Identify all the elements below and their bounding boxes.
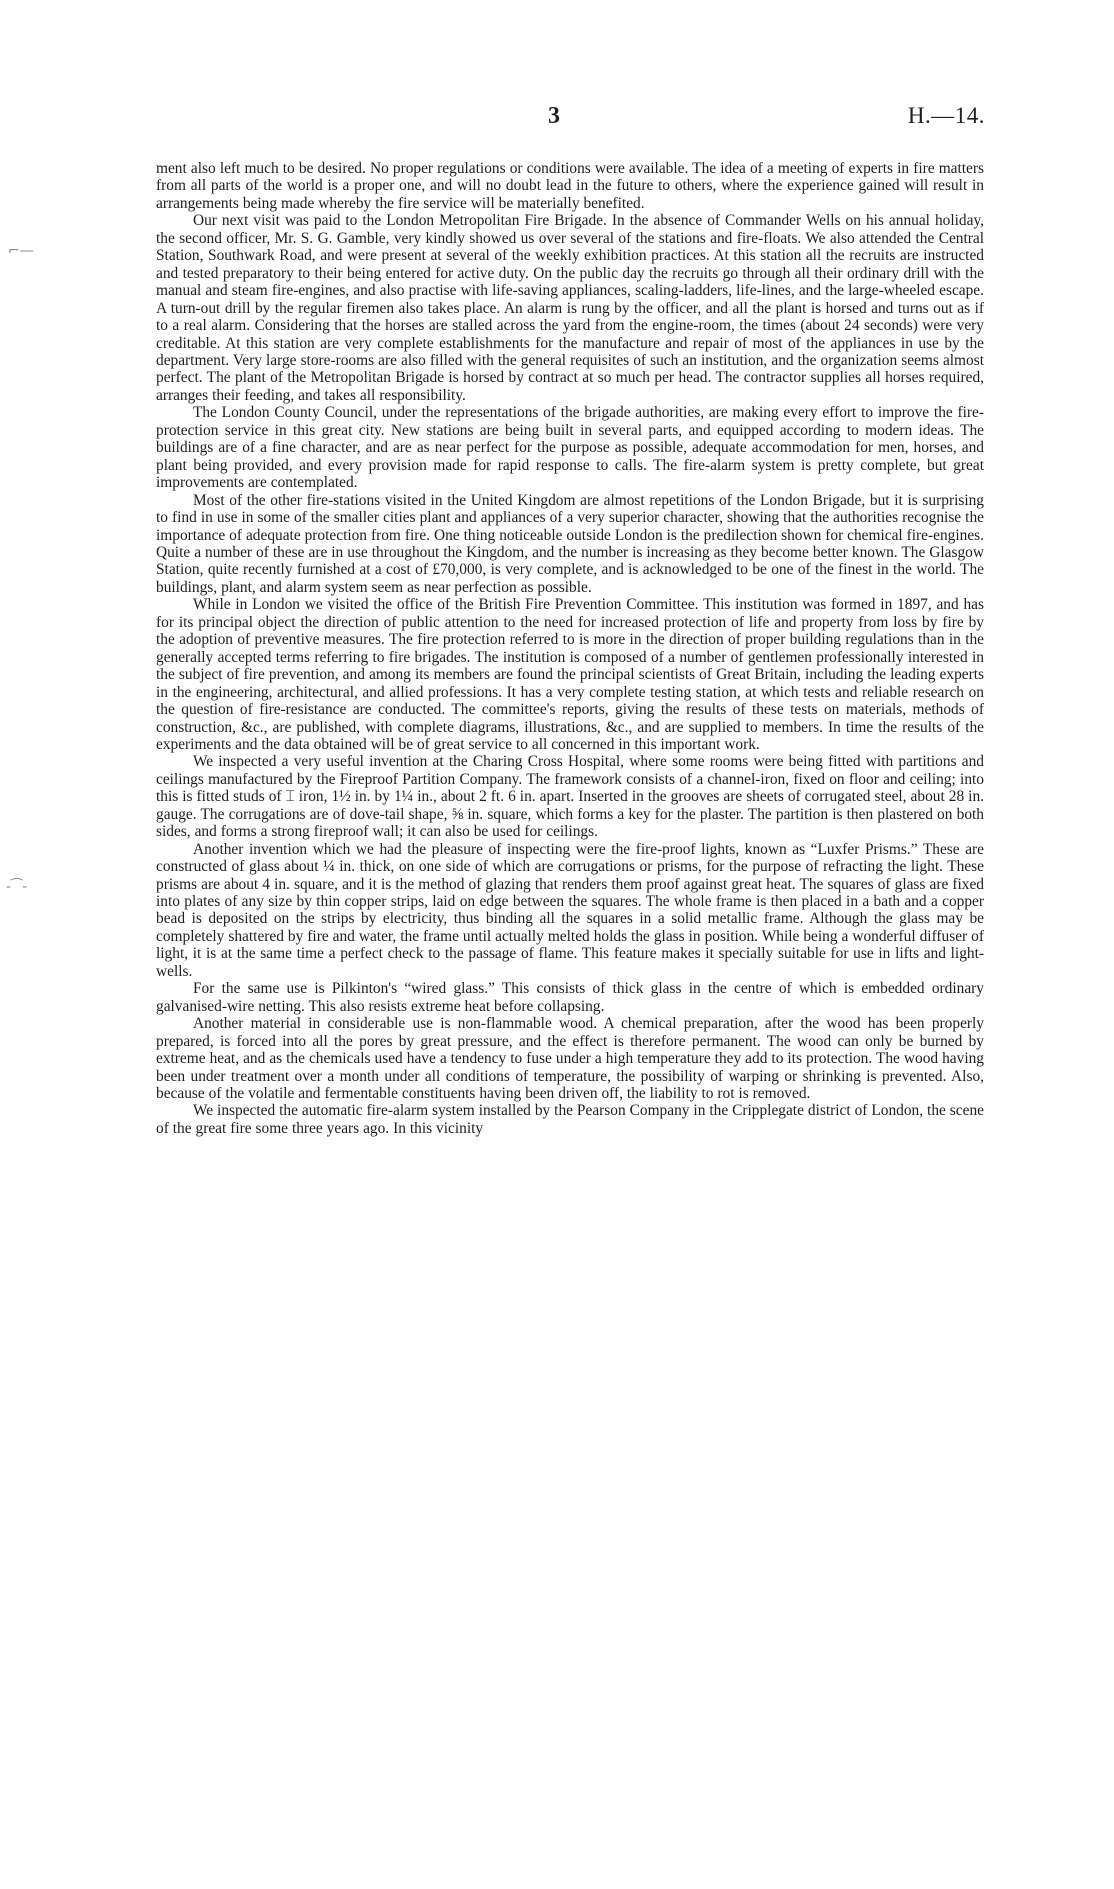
- paragraph-other-fire-stations: Most of the other fire-stations visited in the United Kingdom are almost repetitions of the London Brigade, but it is surprising to find in use in some of the smaller cities plant and appliances of a very superior character, showing that the authorities recognise the importance of adequate protection from fire. One thing noticeable outside London is the predilection shown for chemical fire-engines. Quite a number of these are in use throughout the Kingdom, and the number is increasing as they become better known. The Glasgow Station, quite recently furnished at a cost of £70,000, is very complete, and is acknowledged to be one of the finest in the world. The buildings, plant, and alarm system seem as near perfection as possible.: [156, 491, 984, 596]
- margin-pencil-mark: ⌐—: [8, 243, 34, 259]
- paragraph-pearson-fire-alarm: We inspected the automatic fire-alarm system installed by the Pearson Company in the Cripplegate district of London, the scene of the great fire some three years ago. In this vicinity: [156, 1102, 984, 1137]
- paragraph-non-flammable-wood: Another material in considerable use is non-flammable wood. A chemical preparation, after the wood has been properly prepared, is forced into all the pores by great pressure, and the effect is therefore permanent. The wood can only be burned by extreme heat, and as the chemicals used have a tendency to fuse under a high temperature they add to its protection. The wood having been under treatment over a month under all conditions of temperature, the possibility of warping or shrinking is prevented. Also, because of the volatile and fermentable constituents having been driven off, the liability to rot is removed.: [156, 1015, 984, 1103]
- body-text: [156, 160, 984, 1137]
- paragraph-london-county-council: The London County Council, under the representations of the brigade authorities, are making every effort to improve the fire-protection service in this great city. New stations are being built in several parts, and equipped according to modern ideas. The buildings are of a fine character, and are as near perfect for the purpose as possible, adequate accommodation for men, horses, and plant being provided, and every provision made for rapid response to calls. The fire-alarm system is pretty complete, but great improvements are contemplated.: [156, 404, 984, 492]
- page-number: 3: [548, 103, 560, 129]
- paragraph-charing-cross-partitions: We inspected a very useful invention at the Charing Cross Hospital, where some rooms were being fitted with partitions and ceilings manufactured by the Fireproof Partition Company. The framework consists of a channel-iron, fixed on floor and ceiling; into this is fitted studs of ⌶ iron, 1½ in. by 1¼ in., about 2 ft. 6 in. apart. Inserted in the grooves are sheets of corrugated steel, about 28 in. gauge. The corrugations are of dove-tail shape, ⅝ in. square, which forms a key for the plaster. The partition is then plastered on both sides, and forms a strong fireproof wall; it can also be used for ceilings.: [156, 753, 984, 841]
- paragraph-continuation: ment also left much to be desired. No proper regulations or conditions were available. The idea of a meeting of experts in fire matters from all parts of the world is a proper one, and will no doubt lead in the future to others, where the experience gained will result in arrangements being made whereby the fire service will be materially benefited.: [156, 160, 984, 212]
- paragraph-wired-glass: For the same use is Pilkinton's “wired glass.” This consists of thick glass in the centre of which is embedded ordinary galvanised-wire netting. This also resists extreme heat before collapsing.: [156, 980, 984, 1015]
- margin-pencil-mark: -⁀-: [6, 879, 28, 895]
- paragraph-london-metropolitan-brigade: Our next visit was paid to the London Metropolitan Fire Brigade. In the absence of Commander Wells on his annual holiday, the second officer, Mr. S. G. Gamble, very kindly showed us over several of the stations and fire-floats. We also attended the Central Station, Southwark Road, and were present at several of the weekly exhibition practices. At this station all the recruits are instructed and tested preparatory to their being entered for active duty. On the public day the recruits go through all their ordinary drill with the manual and steam fire-engines, and also practise with life-saving appliances, scaling-ladders, life-lines, and the large-wheeled escape. A turn-out drill by the regular firemen also takes place. An alarm is rung by the officer, and all the plant is horsed and turns out as if to a real alarm. Considering that the horses are stalled across the yard from the engine-room, the times (about 24 seconds) were very creditable. At this station are very complete establishments for the manufacture and repair of most of the appliances in use by the department. Very large store-rooms are also filled with the general requisites of such an institution, and the organization seems almost perfect. The plant of the Metropolitan Brigade is horsed by contract at so much per head. The contractor supplies all horses required, arranges their feeding, and takes all responsibility.: [156, 212, 984, 404]
- document-reference: H.—14.: [907, 103, 985, 128]
- paragraph-luxfer-prisms: Another invention which we had the pleasure of inspecting were the fire-proof lights, known as “Luxfer Prisms.” These are constructed of glass about ¼ in. thick, on one side of which are corrugations or prisms, for the purpose of refracting the light. These prisms are about 4 in. square, and it is the method of glazing that renders them proof against great heat. The squares of glass are fixed into plates of any size by thin copper strips, laid on edge between the squares. The whole frame is then placed in a bath and a copper bead is deposited on the strips by electricity, thus binding all the squares in a solid metallic frame. Although the glass may be completely shattered by fire and water, the frame until actually melted holds the glass in position. While being a wonderful diffuser of light, it is at the same time a perfect check to the passage of flame. This feature makes it specially suitable for use in lifts and light-wells.: [156, 840, 984, 980]
- page-header: [150, 103, 985, 139]
- paragraph-fire-prevention-committee: While in London we visited the office of the British Fire Prevention Committee. This institution was formed in 1897, and has for its principal object the direction of public attention to the need for increased protection of life and property from loss by fire by the adoption of preventive measures. The fire protection referred to is more in the direction of proper building regulations than in the generally accepted terms referring to fire brigades. The institution is composed of a number of gentlemen professionally interested in the subject of fire prevention, and among its members are found the principal scientists of Great Britain, including the leading experts in the engineering, architectural, and allied professions. It has a very complete testing station, at which tests and reliable research on the question of fire-resistance are conducted. The committee's reports, giving the results of these tests on materials, methods of construction, &c., are published, with complete diagrams, illustrations, &c., and are supplied to members. In time the results of the experiments and the data obtained will be of great service to all concerned in this important work.: [156, 596, 984, 753]
